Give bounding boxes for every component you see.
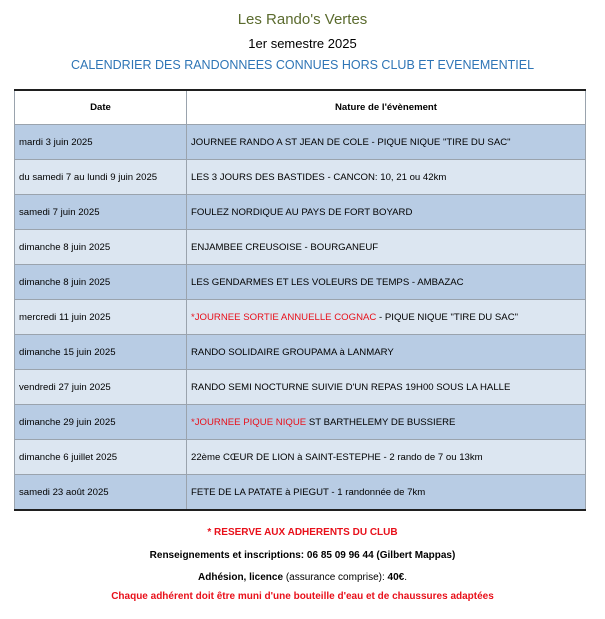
event-date: dimanche 8 juin 2025 [15,230,187,265]
event-description: JOURNEE RANDO A ST JEAN DE COLE - PIQUE NIQUE "TIRE DU SAC" [187,125,586,160]
event-date: samedi 7 juin 2025 [15,195,187,230]
event-date: dimanche 8 juin 2025 [15,265,187,300]
table-row [15,265,586,300]
semester-title: 1er semestre 2025 [248,36,357,51]
membership-end: . [404,572,407,583]
table-row [15,195,586,230]
event-description-rest: ST BARTHELEMY DE BUSSIERE [306,416,456,428]
contact-info: Renseignements et inscriptions: 06 85 09 96 44 (Gilbert Mappas) [149,550,456,561]
table-row [15,405,586,440]
event-description: RANDO SOLIDAIRE GROUPAMA à LANMARY [187,335,586,370]
table-row [15,300,586,335]
event-date: dimanche 15 juin 2025 [15,335,187,370]
event-date: dimanche 6 juillet 2025 [15,440,187,475]
membership-detail: (assurance comprise): [285,572,388,583]
event-date: mercredi 11 juin 2025 [15,300,187,335]
event-description: LES GENDARMES ET LES VOLEURS DE TEMPS - AMBAZAC [187,265,586,300]
event-date: dimanche 29 juin 2025 [15,405,187,440]
event-description: FETE DE LA PATATE à PIEGUT - 1 randonnée de 7km [187,475,586,511]
event-description [187,405,586,440]
event-description: RANDO SEMI NOCTURNE SUIVIE D'UN REPAS 19H00 SOUS LA HALLE [187,370,586,405]
event-date: du samedi 7 au lundi 9 juin 2025 [15,160,187,195]
members-only-note: * RESERVE AUX ADHERENTS DU CLUB [207,527,398,538]
members-only-highlight: *JOURNEE SORTIE ANNUELLE COGNAC [191,311,377,323]
membership-info [0,572,605,583]
event-description: LES 3 JOURS DES BASTIDES - CANCON: 10, 21 ou 42km [187,160,586,195]
table-row [15,335,586,370]
table-row [15,125,586,160]
table-row [15,475,586,511]
column-header-event: Nature de l'évènement [187,90,586,125]
event-description: ENJAMBEE CREUSOISE - BOURGANEUF [187,230,586,265]
calendar-title: CALENDRIER DES RANDONNEES CONNUES HORS CLUB ET EVENEMENTIEL [70,58,535,72]
equipment-note: Chaque adhérent doit être muni d'une bouteille d'eau et de chaussures adaptées [111,591,494,602]
event-description [187,300,586,335]
event-date: vendredi 27 juin 2025 [15,370,187,405]
membership-price: 40€ [387,572,405,583]
members-only-highlight: *JOURNEE PIQUE NIQUE [191,416,307,428]
column-header-date: Date [15,90,187,125]
table-row [15,230,586,265]
event-date: samedi 23 août 2025 [15,475,187,511]
events-table [14,89,586,511]
table-row [15,370,586,405]
table-header-row [15,90,586,125]
event-date: mardi 3 juin 2025 [15,125,187,160]
table-row [15,160,586,195]
club-name: Les Rando's Vertes [237,11,368,28]
membership-label: Adhésion, licence [198,572,286,583]
event-description-rest: - PIQUE NIQUE "TIRE DU SAC" [376,311,519,323]
table-row [15,440,586,475]
event-description: 22ème CŒUR DE LION à SAINT-ESTEPHE - 2 rando de 7 ou 13km [187,440,586,475]
event-description: FOULEZ NORDIQUE AU PAYS DE FORT BOYARD [187,195,586,230]
